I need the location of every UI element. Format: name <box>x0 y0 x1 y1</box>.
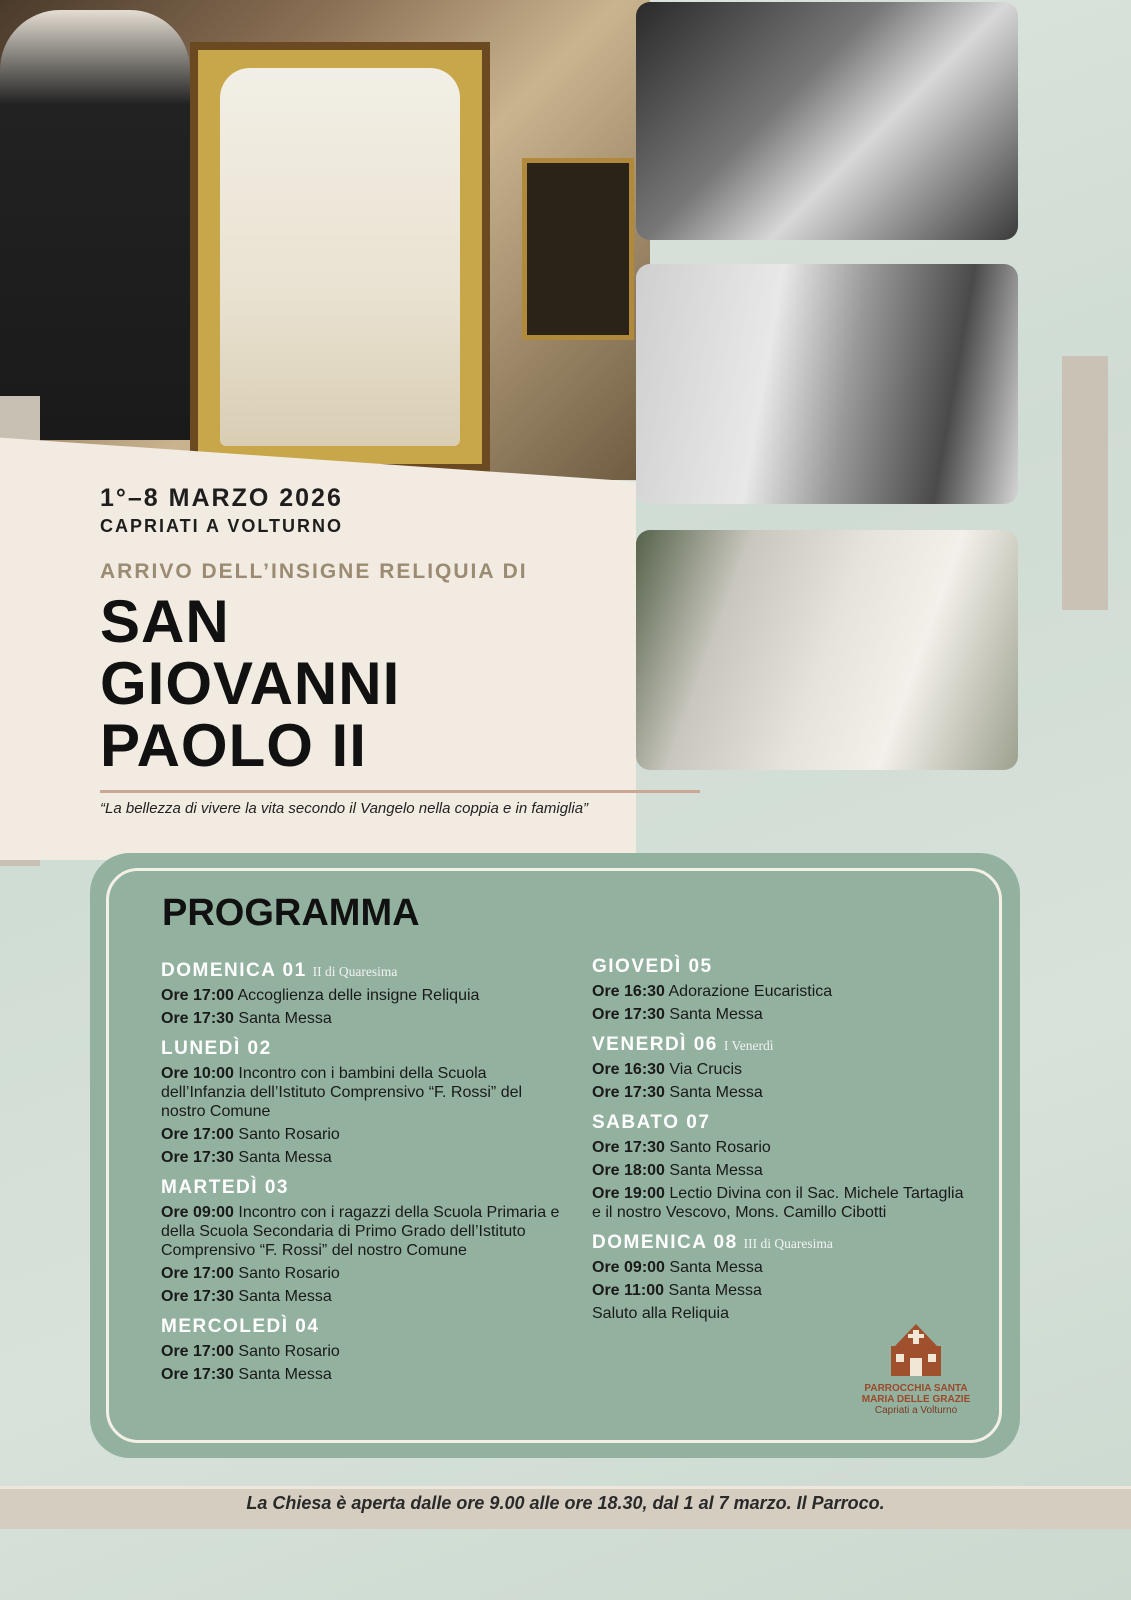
day-label: GIOVEDÌ 05 <box>592 956 713 977</box>
item-text: Incontro con i ragazzi della Scuola Primaria e della Scuola Secondaria di Primo Grado dell’Istituto Comprensivo “F. Rossi” del nostro Comune <box>161 1204 560 1259</box>
program-item <box>592 1083 972 1102</box>
program-item <box>592 1281 972 1300</box>
item-text: Santa Messa <box>669 1084 763 1101</box>
item-text: Santo Rosario <box>238 1265 340 1282</box>
divider <box>100 790 700 793</box>
program-day <box>161 960 561 982</box>
program-day <box>592 956 972 978</box>
footer-text: La Chiesa è aperta dalle ore 9.00 alle ore 18.30, dal 1 al 7 marzo. Il Parroco. <box>246 1493 885 1513</box>
program-item <box>161 1342 561 1361</box>
relic-frame <box>190 42 490 472</box>
item-time: Ore 17:30 <box>161 1288 234 1305</box>
item-text: Santa Messa <box>238 1010 332 1027</box>
program-item <box>161 1264 561 1283</box>
day-label: SABATO 07 <box>592 1112 711 1133</box>
program-day <box>161 1177 561 1199</box>
day-note: I Venerdì <box>723 1038 774 1053</box>
photo-pope-bw-2 <box>636 264 1018 504</box>
program-item <box>161 1064 561 1121</box>
programma-left-column <box>161 950 561 1384</box>
program-item <box>592 1184 972 1222</box>
program-item <box>161 1148 561 1167</box>
item-text: Santa Messa <box>669 1162 763 1179</box>
program-item <box>592 1138 972 1157</box>
program-day <box>592 1232 972 1254</box>
item-time: Ore 17:00 <box>161 1343 234 1360</box>
logo-line-1: PARROCCHIA SANTA <box>864 1383 968 1394</box>
photo-pope-madonna <box>636 530 1018 770</box>
program-item <box>592 1304 972 1323</box>
program-item <box>592 1060 972 1079</box>
right-accent-bar <box>1062 356 1108 610</box>
title-line-1: SAN <box>100 588 230 655</box>
item-time: Ore 17:30 <box>592 1139 665 1156</box>
item-time: Ore 16:30 <box>592 983 665 1000</box>
item-text: Santa Messa <box>669 1006 763 1023</box>
icon-painting <box>522 158 634 340</box>
logo-line-2: MARIA DELLE GRAZIE <box>861 1394 971 1405</box>
item-text: Santa Messa <box>669 1259 763 1276</box>
item-time: Ore 17:30 <box>161 1149 234 1166</box>
program-item <box>592 982 972 1001</box>
item-text: Santa Messa <box>238 1288 332 1305</box>
programma-right-column <box>592 946 972 1323</box>
item-time: Ore 17:30 <box>592 1006 665 1023</box>
program-item <box>161 1203 561 1260</box>
program-item <box>592 1161 972 1180</box>
item-time: Ore 17:00 <box>161 1265 234 1282</box>
item-time: Ore 18:00 <box>592 1162 665 1179</box>
item-time: Ore 17:00 <box>161 987 234 1004</box>
item-text: Santo Rosario <box>238 1126 340 1143</box>
day-label: VENERDÌ 06 <box>592 1034 718 1055</box>
item-text: Adorazione Eucaristica <box>668 983 833 1000</box>
program-day <box>592 1112 972 1134</box>
title-line-2: GIOVANNI <box>100 650 401 717</box>
logo-line-3: Capriati a Volturno <box>874 1405 958 1416</box>
program-day <box>592 1034 972 1056</box>
item-time: Ore 19:00 <box>592 1185 665 1202</box>
item-time: Ore 09:00 <box>592 1259 665 1276</box>
program-item <box>161 1009 561 1028</box>
church-icon <box>881 1322 951 1378</box>
item-time: Ore 17:30 <box>161 1366 234 1383</box>
event-place: CAPRIATI A VOLTURNO <box>100 516 343 536</box>
day-note: III di Quaresima <box>743 1236 833 1251</box>
item-text: Santa Messa <box>668 1282 762 1299</box>
day-label: MARTEDÌ 03 <box>161 1177 289 1198</box>
item-time: Ore 10:00 <box>161 1065 234 1082</box>
day-label: DOMENICA 01 <box>161 960 307 981</box>
item-time: Ore 09:00 <box>161 1204 234 1221</box>
program-item <box>161 986 561 1005</box>
parish-logo <box>856 1322 976 1416</box>
arrival-heading: ARRIVO DELL’INSIGNE RELIQUIA DI <box>100 560 528 583</box>
item-time: Ore 16:30 <box>592 1061 665 1078</box>
item-text: Incontro con i bambini della Scuola dell’Infanzia dell’Istituto Comprensivo “F. Rossi” del nostro Comune <box>161 1065 523 1120</box>
photo-pope-bw-1 <box>636 2 1018 240</box>
item-time: Ore 17:00 <box>161 1126 234 1143</box>
program-item <box>592 1005 972 1024</box>
program-day <box>161 1316 561 1338</box>
item-time: Ore 11:00 <box>592 1282 665 1299</box>
item-text: Via Crucis <box>669 1061 743 1078</box>
motto: “La bellezza di vivere la vita secondo il Vangelo nella coppia e in famiglia” <box>100 800 589 817</box>
day-note: II di Quaresima <box>312 964 398 979</box>
item-text: Santo Rosario <box>669 1139 771 1156</box>
title-line-3: PAOLO II <box>100 712 367 779</box>
nun-figure <box>0 10 190 440</box>
day-label: DOMENICA 08 <box>592 1232 738 1253</box>
item-text: Saluto alla Reliquia <box>592 1305 729 1322</box>
day-label: LUNEDÌ 02 <box>161 1038 272 1059</box>
program-item <box>161 1365 561 1384</box>
event-dates: 1°–8 MARZO 2026 <box>100 484 343 512</box>
item-time: Ore 17:30 <box>161 1010 234 1027</box>
item-time: Ore 17:30 <box>592 1084 665 1101</box>
item-text: Lectio Divina con il Sac. Michele Tartaglia e il nostro Vescovo, Mons. Camillo Cibotti <box>592 1185 964 1221</box>
day-label: MERCOLEDÌ 04 <box>161 1316 320 1337</box>
item-text: Santa Messa <box>238 1149 332 1166</box>
programma-title: PROGRAMMA <box>162 892 420 934</box>
item-text: Santa Messa <box>238 1366 332 1383</box>
program-item <box>161 1125 561 1144</box>
program-day <box>161 1038 561 1060</box>
program-item <box>592 1258 972 1277</box>
program-item <box>161 1287 561 1306</box>
relic-photo <box>0 0 650 480</box>
item-text: Santo Rosario <box>238 1343 340 1360</box>
item-text: Accoglienza delle insigne Reliquia <box>237 987 480 1004</box>
